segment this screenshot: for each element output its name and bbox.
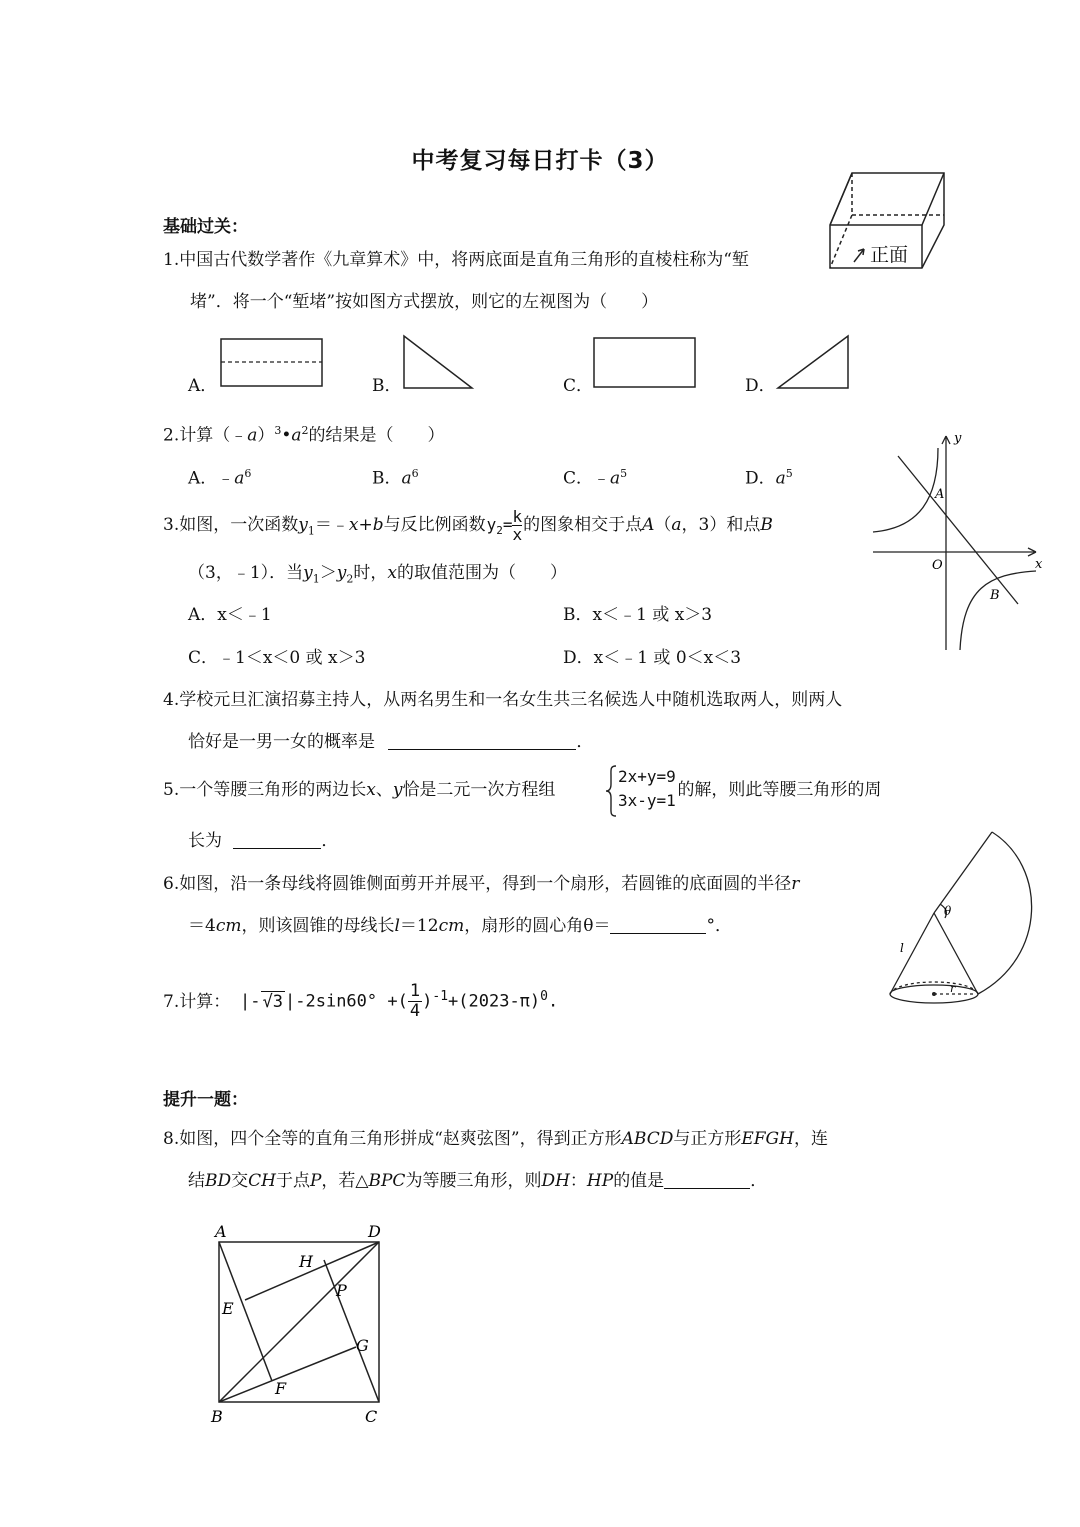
- section-basic: 基础过关：: [163, 217, 248, 237]
- q6-sector-arc: [978, 832, 1032, 994]
- q8-label-p: P: [336, 1281, 347, 1300]
- q1-option-c-label: C．: [563, 376, 594, 396]
- q2-pre: 2.计算（﹣: [163, 425, 248, 446]
- q1-option-d-shape: [774, 333, 852, 391]
- q3-label-x: x: [1035, 557, 1043, 572]
- q6-answer-blank[interactable]: [610, 915, 706, 934]
- q5-eq2: 3x-y=1: [618, 791, 676, 810]
- q7-den: 4: [409, 1001, 421, 1021]
- q2-opt-a-exp: 6: [244, 467, 252, 480]
- q7-close1: ): [422, 991, 433, 1012]
- q3-t6: （: [654, 515, 672, 536]
- q3-label-b: B: [990, 588, 1000, 603]
- q6-t3: ，则该圆锥的母线长: [241, 916, 395, 936]
- q7-abs-open: |: [240, 991, 251, 1012]
- q8-abcd: ABCD: [621, 1129, 674, 1149]
- q3-l2-x: x: [387, 563, 397, 583]
- q8-answer-blank[interactable]: [664, 1170, 750, 1189]
- q2-exp2: 2: [301, 424, 309, 437]
- q3-label-a: A: [935, 487, 945, 502]
- q2-mid: ）: [257, 425, 275, 446]
- q6-cm2: cm: [438, 916, 465, 936]
- q6-label-l: l: [900, 941, 904, 955]
- q6-base-center: [932, 992, 936, 996]
- q4-answer-blank[interactable]: [388, 731, 576, 750]
- q3-l2b: 时，: [353, 563, 388, 583]
- q2-opt-b-var: a: [401, 468, 412, 489]
- q5-line1: [163, 778, 881, 802]
- q7-abs-close: |: [285, 991, 296, 1012]
- q3-fraction: [487, 508, 523, 543]
- q5-x: x: [366, 780, 376, 800]
- q2-post: 的结果是（ ）: [308, 425, 445, 446]
- q7-label: 7.计算：: [163, 992, 231, 1012]
- q3-t7: ，3）和点: [681, 515, 761, 536]
- q4-line1: 4.学校元旦汇演招募主持人，从两名男生和一名女生共三名候选人中随机选取两人，则两人: [163, 690, 843, 710]
- q5-eq1: 2x+y=9: [618, 767, 676, 786]
- q2-option-c: [563, 462, 627, 491]
- q5-sep: 、: [375, 780, 393, 800]
- q3-y1: y: [298, 515, 308, 536]
- q2-opt-d-exp: 5: [785, 467, 793, 480]
- q2-opt-d-label: D．: [745, 468, 776, 489]
- q3-l2-gt: ＞: [319, 563, 337, 583]
- q6-line1: [163, 872, 799, 896]
- q8-u3: 于点: [275, 1171, 310, 1191]
- q3-l2-y2: y: [336, 563, 347, 583]
- q3-label-o: O: [932, 558, 943, 573]
- q3-hyperbola-upper: [873, 448, 938, 532]
- q8-u6: ：: [569, 1171, 587, 1191]
- q3-graph: [868, 428, 1048, 656]
- q8-efgh: EFGH: [741, 1129, 794, 1149]
- q3-t2: ＝﹣: [314, 515, 349, 536]
- q2-opt-c-exp: 5: [620, 467, 628, 480]
- q7-fraction: [408, 982, 422, 1021]
- q8-u2: 交: [231, 1171, 249, 1191]
- q3-line1: [163, 508, 773, 543]
- q7-end: .: [547, 991, 559, 1012]
- q8-label-e: E: [222, 1299, 234, 1318]
- q3-x: x: [348, 515, 359, 536]
- q8-t2: 与正方形: [673, 1129, 742, 1149]
- q7-expression: [240, 982, 558, 1021]
- q5-pre: 5.一个等腰三角形的两边长: [163, 780, 367, 800]
- q1-option-a-shape: [219, 337, 325, 389]
- q2-opt-b-label: B．: [372, 468, 402, 489]
- q8-t3: ，连: [793, 1129, 828, 1149]
- q8-p: P: [309, 1171, 322, 1191]
- q3-a: a: [671, 515, 682, 536]
- q4-line2: [188, 730, 593, 754]
- q8-line-d-e: [245, 1242, 379, 1300]
- q6-label-r: r: [950, 982, 956, 995]
- q1-line1: 1.中国古代数学著作《九章算术》中，将两底面是直角三角形的直棱柱称为“堑: [163, 250, 749, 270]
- q2-opt-a-label: A．﹣: [188, 468, 235, 489]
- q6-t4: ＝12: [399, 916, 439, 936]
- q7-sqrt: √3: [262, 991, 283, 1012]
- q7-num: 1: [409, 981, 421, 1001]
- q3-l2-s1: 1: [312, 572, 320, 586]
- q1-option-d-label: D．: [745, 376, 776, 396]
- q6-t5: ，扇形的圆心角θ＝: [464, 916, 611, 936]
- q5-y: y: [392, 780, 403, 800]
- q8-end: ．: [750, 1171, 768, 1191]
- q8-hp: HP: [586, 1171, 614, 1191]
- q3-l2-y1: y: [303, 563, 313, 583]
- q6-cone-figure: [886, 826, 1042, 1006]
- q8-label-a: A: [215, 1222, 227, 1241]
- q6-l: l: [394, 916, 400, 936]
- q7-plus1: +(: [387, 991, 408, 1012]
- q8-line1: [163, 1127, 828, 1151]
- q3-frac-den: x: [512, 525, 523, 544]
- q8-line-h-c: [324, 1260, 379, 1402]
- q3-line: [898, 456, 1018, 604]
- q3-sub1: 1: [307, 524, 315, 538]
- q8-u4: ，若△: [321, 1171, 369, 1191]
- q7-exp0: 0: [540, 988, 548, 1004]
- q8-figure: [205, 1218, 405, 1428]
- q3-t3: +: [358, 515, 373, 536]
- q4-text: 恰好是一男一女的概率是: [188, 732, 375, 752]
- q3-l2a: （3，﹣1）．当: [188, 563, 304, 583]
- q3-frac-eq: =: [502, 515, 513, 534]
- q3-line2: [188, 561, 567, 591]
- q6-r: r: [791, 874, 800, 894]
- q5-text2: 长为: [188, 831, 222, 851]
- q3-frac-lhs: y: [486, 515, 497, 534]
- q8-label-c: C: [365, 1407, 378, 1426]
- q8-u7: 的值是: [613, 1171, 665, 1191]
- q2-opt-c-label: C．﹣: [563, 468, 611, 489]
- q1-line2: 堵”．将一个“堑堵”按如图方式摆放，则它的左视图为（ ）: [190, 292, 659, 312]
- q3-option-d: D．x＜﹣1 或 0＜x＜3: [563, 648, 742, 668]
- q5-equations: [618, 765, 676, 813]
- q3-pt-b: B: [760, 515, 773, 536]
- q1-option-b-shape: [400, 333, 476, 391]
- q2-opt-c-var: a: [610, 468, 621, 489]
- q6-sector-radius1: [934, 832, 992, 913]
- q2-option-b: [372, 462, 419, 491]
- q3-label-y: y: [954, 431, 962, 446]
- q2-option-a: [188, 462, 251, 491]
- q4-end: ．: [576, 732, 594, 752]
- q3-b: b: [372, 515, 384, 536]
- q1-front-label: 正面: [870, 244, 909, 266]
- page-title: 中考复习每日打卡（3）: [411, 148, 669, 174]
- q8-label-d: D: [368, 1222, 381, 1241]
- q3-frac-sub: 2: [496, 524, 503, 538]
- q2-var-a2: a: [291, 425, 302, 446]
- q2-option-d: [745, 462, 793, 491]
- q8-label-h: H: [299, 1252, 313, 1271]
- q5-line2: [188, 829, 338, 853]
- q7-neg: -: [250, 991, 261, 1012]
- q6-cone-slant-left: [890, 913, 934, 994]
- q8-bpc: BPC: [368, 1171, 406, 1191]
- q8-bd: BD: [205, 1171, 232, 1191]
- q1-option-a-label: A．: [188, 376, 218, 396]
- q6-t2: ＝4: [188, 916, 216, 936]
- q8-label-b: B: [211, 1407, 223, 1426]
- q5-end: ．: [321, 831, 339, 851]
- q8-u5: 为等腰三角形，则: [405, 1171, 542, 1191]
- section-advanced: 提升一题：: [163, 1090, 248, 1110]
- q5-mid: 恰是二元一次方程组: [402, 780, 556, 800]
- q2-exp1: 3: [274, 424, 282, 437]
- q2-opt-b-exp: 6: [411, 467, 419, 480]
- q3-option-b: B．x＜﹣1 或 x＞3: [563, 605, 713, 625]
- q2-dot: •: [281, 425, 292, 446]
- q3-option-a: A．x＜﹣1: [188, 605, 272, 625]
- q3-t4: 与反比例函数: [383, 515, 486, 536]
- q1-option-c-shape: [592, 336, 698, 390]
- q7-exp1: -1: [432, 988, 449, 1004]
- q7-term2: -2sin60°: [295, 991, 378, 1012]
- q2-var-a: a: [247, 425, 258, 446]
- q3-pt-a: A: [642, 515, 655, 536]
- q8-line-b-g: [219, 1347, 356, 1402]
- q3-l2-s2: 2: [346, 572, 354, 586]
- q8-u1: 结: [188, 1171, 205, 1191]
- q8-ch: CH: [248, 1171, 276, 1191]
- q6-sector-radius2: [934, 913, 978, 994]
- q8-label-f: F: [275, 1379, 287, 1398]
- q3-t1: 3.如图，一次函数: [163, 515, 299, 536]
- q5-answer-blank[interactable]: [233, 830, 321, 849]
- q6-cm1: cm: [215, 916, 242, 936]
- q8-t1: 8.如图，四个全等的直角三角形拼成“赵爽弦图”，得到正方形: [163, 1129, 622, 1149]
- q5-post: 的解，则此等腰三角形的周: [677, 780, 882, 800]
- q7-term3: +(2023-π): [448, 991, 541, 1012]
- q6-line2: [188, 914, 732, 938]
- q6-t1: 6.如图，沿一条母线将圆锥侧面剪开并展平，得到一个扇形，若圆锥的底面圆的半径: [163, 874, 792, 894]
- q2-stem: [163, 419, 445, 448]
- q6-t6: °．: [706, 916, 732, 936]
- q1-option-b-label: B．: [372, 376, 402, 396]
- q5-brace: [604, 764, 618, 818]
- q3-frac-num: k: [512, 507, 523, 526]
- q3-l2c: 的取值范围为（ ）: [396, 563, 567, 583]
- q8-line2: [188, 1169, 767, 1193]
- q3-hyperbola-lower: [960, 571, 1036, 650]
- q6-label-theta: θ: [944, 904, 952, 918]
- q8-dh: DH: [541, 1171, 570, 1191]
- q3-option-c: C．﹣1＜x＜0 或 x＞3: [188, 648, 366, 668]
- q7-root: 3: [272, 991, 283, 1012]
- q3-t5: 的图象相交于点: [523, 515, 643, 536]
- q2-opt-a-var: a: [234, 468, 245, 489]
- q2-opt-d-var: a: [775, 468, 786, 489]
- q8-label-g: G: [356, 1336, 369, 1355]
